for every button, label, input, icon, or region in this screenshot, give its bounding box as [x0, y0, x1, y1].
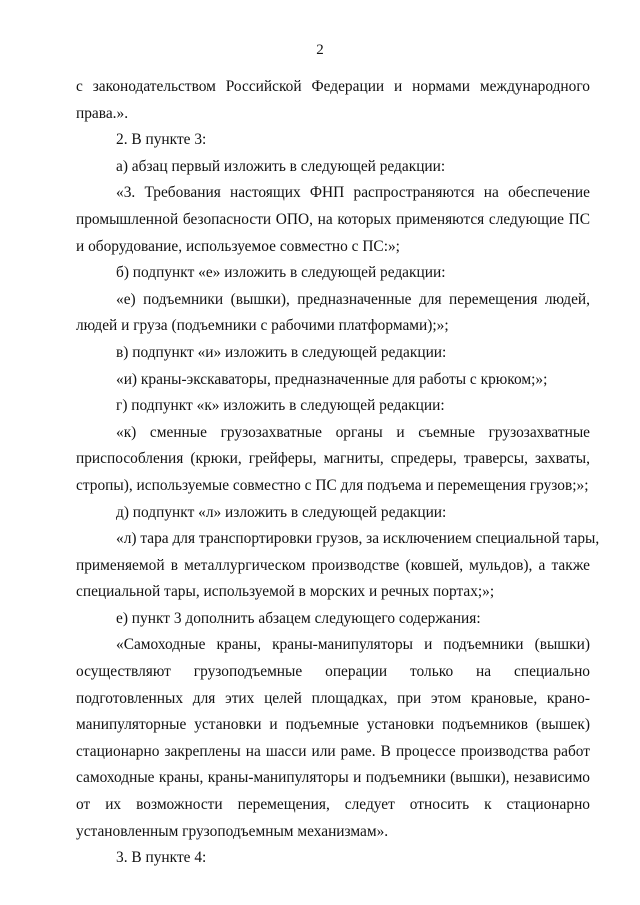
text-line: 2. В пункте 3: — [116, 131, 207, 149]
text-line: «е) подъемники (вышки), предназначенные для перемещения людей, — [116, 290, 590, 308]
text-line: г) подпункт «к» изложить в следующей редакции: — [116, 397, 445, 415]
text-line: применяемой в металлургическом производстве (ковшей, мульдов), а также — [76, 556, 590, 574]
text-line: стропы), используемые совместно с ПС для подъема и перемещения грузов;»; — [76, 476, 589, 494]
text-line: осуществляют грузоподъемные операции только на специально — [76, 663, 590, 681]
text-line: приспособления (крюки, грейферы, магниты, спредеры, траверсы, захваты, — [76, 450, 590, 468]
text-line: «3. Требования настоящих ФНП распространяются на обеспечение — [116, 184, 590, 202]
text-line: а) абзац первый изложить в следующей редакции: — [116, 157, 446, 175]
text-line: промышленной безопасности ОПО, на которых применяются следующие ПС — [76, 210, 590, 228]
text-line: права.». — [76, 104, 129, 122]
page-number: 2 — [316, 42, 324, 58]
text-line: установленным грузоподъемным механизмам». — [76, 822, 389, 840]
text-line: «к) сменные грузозахватные органы и съемные грузозахватные — [116, 423, 590, 441]
text-line: б) подпункт «е» изложить в следующей редакции: — [116, 264, 446, 282]
text-line: «Самоходные краны, краны-манипуляторы и подъемники (вышки) — [116, 636, 590, 654]
text-line: е) пункт 3 дополнить абзацем следующего содержания: — [116, 609, 481, 627]
text-line: д) подпункт «л» изложить в следующей редакции: — [116, 503, 447, 521]
text-line: специальной тары, используемой в морских и речных портах;»; — [76, 583, 495, 601]
document-body — [76, 74, 600, 872]
text-line: «л) тара для транспортировки грузов, за исключением специальной тары, — [116, 530, 600, 548]
text-line: в) подпункт «и» изложить в следующей редакции: — [116, 343, 447, 361]
text-line: манипуляторные установки и подъемные установки подъемников (вышек) — [76, 716, 590, 734]
text-line: подготовленных для этих целей площадках, при этом крановые, крано- — [76, 689, 590, 707]
text-line: «и) краны-экскаваторы, предназначенные для работы с крюком;»; — [116, 370, 548, 388]
text-line: самоходные краны, краны-манипуляторы и подъемники (вышки), независимо — [76, 769, 590, 787]
text-line: от их возможности перемещения, следует относить к стационарно — [76, 796, 590, 814]
text-line: людей и груза (подъемники с рабочими платформами);»; — [76, 317, 449, 335]
text-line: с законодательством Российской Федерации и нормами международного — [76, 78, 590, 95]
text-line: стационарно закреплены на шасси или раме. В процессе производства работ — [76, 742, 590, 760]
text-line: и оборудование, используемое совместно с ПС:»; — [76, 237, 400, 255]
text-line: 3. В пункте 4: — [116, 849, 207, 867]
